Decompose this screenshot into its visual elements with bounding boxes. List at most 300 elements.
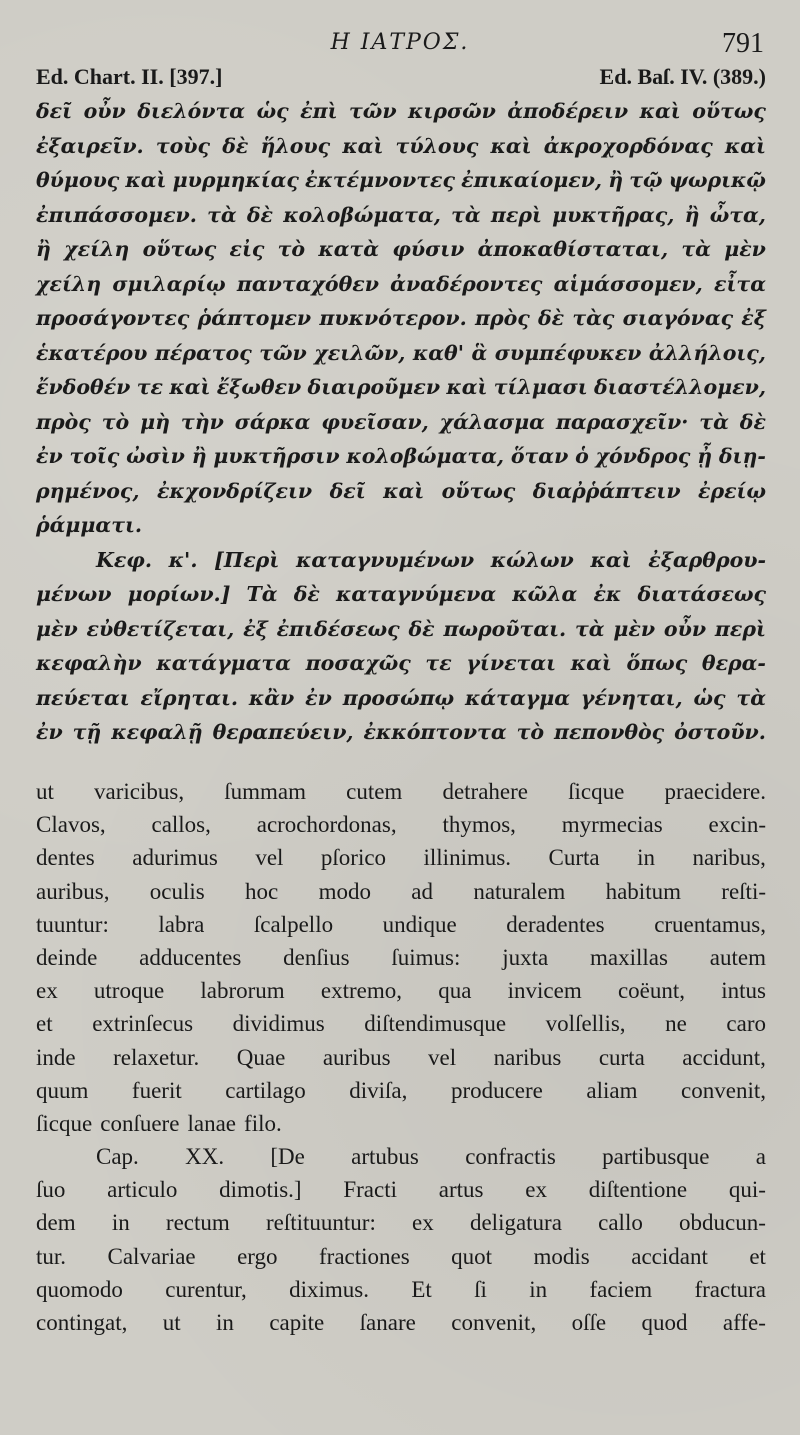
- word: κῶλα: [512, 582, 578, 606]
- word: diſtentione: [588, 1177, 688, 1203]
- word: ἐκ: [593, 582, 622, 606]
- word: γίνεται: [466, 651, 557, 675]
- word: ad: [411, 878, 433, 904]
- word: vel: [428, 1044, 457, 1070]
- word: ἢ: [608, 168, 624, 192]
- greek-line: [36, 336, 766, 371]
- word: καὶ: [639, 99, 681, 123]
- greek-line: [36, 232, 766, 267]
- word: ſicque: [36, 1110, 93, 1136]
- word: ἀποκαθίσταται,: [477, 237, 669, 261]
- word: quot: [451, 1243, 493, 1269]
- word: χείλη: [36, 271, 102, 296]
- word: auribus,: [36, 878, 110, 904]
- word: δεῖ: [329, 478, 366, 503]
- word: labra: [158, 911, 205, 937]
- word: cruentamus,: [654, 911, 766, 937]
- greek-line: [36, 474, 766, 509]
- word: τὰ: [681, 237, 711, 261]
- word: fractura: [694, 1276, 766, 1302]
- word: κάταγμα: [465, 685, 571, 710]
- word: Cap.: [96, 1144, 139, 1170]
- word: οὕτως: [441, 478, 516, 503]
- word: μὲν: [613, 616, 656, 641]
- word: ἀλλήλοις,: [648, 340, 766, 365]
- word: τὴν: [180, 409, 224, 434]
- word: ſuimus:: [391, 944, 461, 970]
- word: dentes: [36, 845, 95, 871]
- word: artubus: [351, 1144, 419, 1170]
- word: μένων: [36, 582, 112, 606]
- word: Curta: [548, 845, 600, 871]
- word: reſti-: [721, 878, 766, 904]
- word: εἰς: [229, 237, 265, 261]
- word: auribus: [322, 1044, 391, 1070]
- word: ρημένος,: [36, 478, 140, 503]
- word: δὲ: [739, 409, 766, 434]
- word: ἢ: [684, 202, 700, 227]
- word: intus: [721, 978, 766, 1004]
- word: [Περὶ: [214, 547, 280, 572]
- word: καὶ: [342, 133, 384, 158]
- word: παρασχεῖν·: [555, 409, 689, 434]
- word: μυκτῆρσιν: [213, 444, 340, 468]
- word: excin-: [708, 812, 766, 838]
- word: ſi: [474, 1276, 487, 1302]
- word: ᾖ: [697, 444, 713, 468]
- word: in: [111, 1210, 130, 1236]
- word: relaxetur.: [113, 1044, 200, 1070]
- latin-line: [36, 775, 766, 808]
- word: ἔξωθεν: [216, 375, 302, 399]
- word: ὅταν: [510, 444, 569, 468]
- word: ἐπὶ: [300, 99, 338, 123]
- word: καὶ: [169, 375, 211, 399]
- word: τὸ: [516, 720, 545, 744]
- greek-line: [36, 646, 766, 681]
- edition-references: [36, 64, 766, 90]
- word: πυκνότερον.: [319, 306, 467, 330]
- word: συμπέφυκεν: [494, 340, 642, 365]
- word: Clavos,: [36, 812, 106, 838]
- word: cartilago: [225, 1077, 306, 1103]
- word: εὐθετίζεται,: [86, 616, 235, 641]
- word: acrochordonas,: [256, 812, 397, 838]
- word: διελόντα: [137, 99, 246, 123]
- latin-line: [36, 908, 766, 941]
- word: curta: [598, 1044, 645, 1070]
- latin-line: [36, 875, 766, 908]
- word: ex: [36, 978, 58, 1004]
- word: vel: [255, 845, 284, 871]
- word: διατάσεως: [637, 582, 766, 606]
- latin-line: [36, 941, 766, 974]
- word: deligatura: [469, 1210, 562, 1236]
- word: φύσιν: [392, 237, 465, 261]
- word: ἐξ: [741, 306, 766, 330]
- word: quod: [641, 1310, 688, 1335]
- latin-line: [36, 1107, 766, 1140]
- word: qui-: [728, 1177, 766, 1203]
- word: περὶ: [714, 616, 766, 641]
- word: rectum: [165, 1210, 230, 1236]
- word: reſtituuntur:: [265, 1210, 376, 1236]
- word: εἶτα: [714, 271, 766, 296]
- word: τῷ: [629, 168, 663, 192]
- word: κἂν: [248, 685, 295, 710]
- word: diximus.: [289, 1276, 369, 1302]
- word: inde: [36, 1044, 76, 1070]
- word: χόνδρος: [595, 444, 691, 468]
- word: naribus,: [692, 845, 766, 871]
- word: affe-: [722, 1310, 766, 1335]
- word: πεύεται: [36, 685, 130, 710]
- word: ex: [412, 1210, 434, 1236]
- word: ut: [162, 1310, 181, 1335]
- word: et: [749, 1243, 766, 1269]
- word: conſuere: [100, 1110, 180, 1136]
- word: κατὰ: [318, 237, 380, 261]
- word: οὖν: [83, 99, 126, 123]
- greek-line: [36, 129, 766, 164]
- word: ſanare: [359, 1310, 416, 1335]
- word: obducun-: [679, 1210, 766, 1236]
- word: κεφαλὴν: [36, 651, 142, 675]
- word: hoc: [245, 878, 279, 904]
- word: ἐν: [36, 720, 63, 744]
- greek-line: [36, 508, 766, 543]
- word: thymos,: [442, 812, 516, 838]
- word: ὅπως: [626, 651, 688, 675]
- greek-line: [36, 94, 766, 129]
- word: ſcalpello: [253, 911, 334, 937]
- word: ἐρείῳ: [698, 478, 766, 503]
- word: caro: [726, 1011, 766, 1037]
- word: τοὺς: [155, 133, 211, 158]
- word: myrmecias: [561, 812, 663, 838]
- word: τίλμασι: [493, 375, 588, 399]
- word: ἐν: [305, 685, 332, 710]
- word: fractiones: [319, 1243, 410, 1269]
- word: ἥλους: [260, 133, 331, 158]
- word: τὰς: [572, 306, 615, 330]
- word: faciem: [589, 1276, 653, 1302]
- word: callo: [598, 1210, 643, 1236]
- word: ῥάμματι.: [36, 513, 143, 537]
- latin-line: [36, 841, 766, 874]
- word: habitum: [605, 878, 681, 904]
- word: πωροῦται.: [443, 616, 567, 641]
- word: illinimus.: [423, 845, 512, 871]
- latin-line: [36, 808, 766, 841]
- word: κατάγματα: [156, 651, 291, 675]
- word: προσώπῳ: [342, 685, 455, 710]
- word: invicem: [507, 978, 582, 1004]
- word: καὶ: [490, 133, 532, 158]
- word: filo.: [244, 1110, 282, 1136]
- word: quomodo: [36, 1276, 123, 1302]
- word: οὕτως: [142, 237, 217, 261]
- word: ut: [36, 779, 54, 804]
- word: et: [36, 1011, 53, 1037]
- word: κεφαλῇ: [111, 720, 203, 744]
- word: θύμους: [36, 168, 120, 192]
- edition-chartier-ref: Ed. Chart. II. [397.]: [36, 64, 223, 89]
- word: γένηται,: [580, 685, 683, 710]
- word: ſicque: [568, 779, 625, 804]
- word: lanae: [187, 1110, 236, 1136]
- word: fuerit: [131, 1077, 182, 1103]
- greek-chapter-heading: [36, 543, 766, 578]
- word: περὶ: [490, 202, 542, 227]
- word: tur.: [36, 1243, 67, 1269]
- word: τοῖς: [69, 444, 120, 468]
- word: cutem: [346, 779, 403, 804]
- running-title: Η ΙΑΤΡΟΣ.: [330, 30, 470, 55]
- word: Τὰ: [246, 582, 278, 606]
- latin-line: [36, 1273, 766, 1306]
- word: ἀποδέρειν: [507, 99, 629, 123]
- word: κώλων: [490, 547, 574, 572]
- word: διαῤῥάπτειν: [532, 478, 681, 503]
- word: τὰ: [736, 685, 766, 710]
- word: τύλους: [395, 133, 479, 158]
- word: καὶ: [125, 168, 167, 192]
- word: diſtendimusque: [364, 1011, 507, 1037]
- word: ἐκτέμνοντες: [305, 168, 455, 192]
- word: πέρατος: [154, 340, 252, 365]
- word: δὲ: [222, 133, 249, 158]
- word: τῶν: [259, 340, 307, 365]
- word: Fracti: [343, 1177, 398, 1203]
- word: ἀναδέροντες: [390, 271, 543, 296]
- word: convenit,: [681, 1077, 766, 1103]
- word: ἑκατέρου: [36, 340, 148, 365]
- latin-text-block: [36, 775, 766, 1339]
- word: extrinſecus: [92, 1011, 194, 1037]
- word: μορίων.]: [127, 582, 231, 606]
- word: πρὸς: [36, 409, 91, 434]
- page-number: 791: [722, 28, 764, 59]
- word: naribus: [493, 1044, 562, 1070]
- word: σάρκα: [234, 409, 311, 434]
- word: πανταχόθεν: [236, 271, 379, 296]
- word: καὶ: [724, 133, 766, 158]
- word: labrorum: [200, 978, 285, 1004]
- greek-text-block: [36, 94, 766, 750]
- word: accidunt,: [682, 1044, 766, 1070]
- word: μὲν: [36, 616, 78, 641]
- word: artus: [438, 1177, 484, 1203]
- word: dem: [36, 1210, 76, 1236]
- word: qua: [438, 978, 472, 1004]
- word: πεπονθὸς: [553, 720, 665, 744]
- word: ἢ: [36, 237, 51, 261]
- word: ἔνδοθέν: [36, 375, 131, 399]
- word: οὕτως: [692, 99, 766, 123]
- word: oſſe: [571, 1310, 607, 1335]
- edition-basel-ref: Ed. Baſ. IV. (389.): [599, 64, 766, 89]
- latin-line: [36, 1074, 766, 1107]
- word: ἐπιδέσεως: [276, 616, 400, 641]
- greek-line: [36, 370, 766, 405]
- word: φυεῖσαν,: [321, 409, 429, 434]
- word: ἐπικαίομεν,: [461, 168, 603, 192]
- word: τὰ: [451, 202, 481, 227]
- word: XX.: [185, 1144, 225, 1170]
- word: adducentes: [139, 944, 242, 970]
- word: autem: [709, 944, 766, 970]
- word: σμιλαρίῳ: [112, 271, 226, 296]
- word: praecidere.: [664, 779, 766, 804]
- latin-line: [36, 1306, 766, 1339]
- word: curentur,: [165, 1276, 247, 1302]
- word: τὸ: [101, 409, 130, 434]
- word: oculis: [149, 878, 205, 904]
- word: προσάγοντες: [36, 306, 190, 330]
- word: ergo: [237, 1243, 278, 1269]
- word: utroque: [93, 978, 165, 1004]
- word: ὡς: [256, 99, 289, 123]
- word: aliam: [586, 1077, 638, 1103]
- word: juxta: [502, 944, 549, 970]
- greek-line: [36, 715, 766, 750]
- word: in: [216, 1310, 234, 1335]
- word: τὰ: [574, 616, 605, 641]
- word: in: [637, 845, 655, 871]
- word: κολοβώματα,: [346, 444, 505, 468]
- word: quum: [36, 1077, 89, 1103]
- word: καταγνυμένων: [295, 547, 475, 572]
- word: producere: [450, 1077, 543, 1103]
- word: δεῖ: [36, 99, 73, 123]
- greek-line: [36, 405, 766, 440]
- word: ποσαχῶς: [305, 651, 411, 675]
- word: ψωρικῷ: [668, 168, 766, 192]
- word: ὦτα,: [709, 202, 766, 227]
- word: Et: [411, 1276, 432, 1302]
- word: μυρμηκίας: [172, 168, 299, 192]
- word: ὀστοῦν.: [674, 720, 766, 744]
- word: tuuntur:: [36, 911, 109, 937]
- word: volſellis,: [545, 1011, 626, 1037]
- word: χάλασμα: [439, 409, 545, 434]
- word: varicibus,: [94, 779, 185, 804]
- word: ἀκροχορδόνας: [543, 133, 713, 158]
- word: ὠσὶν: [126, 444, 185, 468]
- word: δὲ: [537, 306, 565, 330]
- word: deradentes: [506, 911, 605, 937]
- word: μὲν: [724, 237, 766, 261]
- word: τὸ: [277, 237, 306, 261]
- word: καθ': [412, 340, 464, 365]
- word: καὶ: [590, 547, 632, 572]
- word: ſummam: [224, 779, 306, 804]
- word: ὁ: [575, 444, 589, 468]
- word: dividimus: [232, 1011, 325, 1037]
- word: modis: [533, 1243, 590, 1269]
- word: undique: [382, 911, 457, 937]
- word: ἐπιπάσσομεν.: [36, 202, 197, 227]
- word: ἐξ: [243, 616, 268, 641]
- word: contingat,: [36, 1310, 128, 1335]
- word: articulo: [107, 1177, 178, 1203]
- word: confractis: [465, 1144, 556, 1170]
- latin-line: [36, 1041, 766, 1074]
- word: coëunt,: [617, 978, 685, 1004]
- word: ἐν: [36, 444, 63, 468]
- word: οὖν: [663, 616, 707, 641]
- word: capite: [269, 1310, 325, 1335]
- word: Calvariae: [107, 1243, 196, 1269]
- word: extremo,: [320, 978, 403, 1004]
- word: ἃ: [471, 340, 488, 365]
- word: in: [529, 1276, 548, 1302]
- word: τῶν: [349, 99, 397, 123]
- word: καταγνύμενα: [335, 582, 497, 606]
- word: κιρσῶν: [408, 99, 496, 123]
- word: ὡς: [693, 685, 726, 710]
- latin-line: [36, 1007, 766, 1040]
- word: καὶ: [570, 651, 612, 675]
- word: pſorico: [320, 845, 387, 871]
- word: κολοβώματα,: [283, 202, 441, 227]
- word: χειλῶν,: [314, 340, 406, 365]
- word: τὰ: [699, 409, 729, 434]
- word: ἐκχονδρίζειν: [156, 478, 313, 503]
- latin-line: [36, 1206, 766, 1239]
- word: ἐξαρθρου-: [648, 547, 766, 572]
- word: κ'.: [168, 547, 198, 572]
- greek-line: [36, 681, 766, 716]
- word: Quae: [236, 1044, 286, 1070]
- latin-line: [36, 974, 766, 1007]
- word: μυκτῆρας,: [552, 202, 675, 227]
- word: ſuo: [36, 1177, 66, 1203]
- word: δὲ: [408, 616, 435, 641]
- word: καὶ: [446, 375, 488, 399]
- word: ἢ: [191, 444, 207, 468]
- word: αἱμάσσομεν,: [553, 271, 703, 296]
- greek-line: [36, 301, 766, 336]
- greek-line: [36, 577, 766, 612]
- word: σιαγόνας: [622, 306, 734, 330]
- word: δὲ: [246, 202, 273, 227]
- word: τῇ: [72, 720, 102, 744]
- greek-line: [36, 198, 766, 233]
- word: εἴρηται.: [140, 685, 239, 710]
- word: callos,: [151, 812, 211, 838]
- greek-line: [36, 163, 766, 198]
- word: ἐξαιρεῖν.: [36, 133, 144, 158]
- word: διαστέλλομεν,: [594, 375, 766, 399]
- word: a: [755, 1144, 766, 1170]
- word: Κεφ.: [96, 547, 152, 572]
- latin-line: [36, 1173, 766, 1206]
- word: μὴ: [140, 409, 170, 434]
- latin-line: [36, 1240, 766, 1273]
- word: διῃ-: [718, 444, 766, 468]
- word: dimotis.]: [219, 1177, 302, 1203]
- word: partibusque: [602, 1144, 710, 1170]
- word: διαιροῦμεν: [307, 375, 441, 399]
- word: denſius: [283, 944, 350, 970]
- word: ne: [665, 1011, 687, 1037]
- word: τε: [425, 651, 452, 675]
- word: θεραπεύειν,: [212, 720, 354, 744]
- word: [De: [270, 1144, 305, 1170]
- word: accidant: [631, 1243, 708, 1269]
